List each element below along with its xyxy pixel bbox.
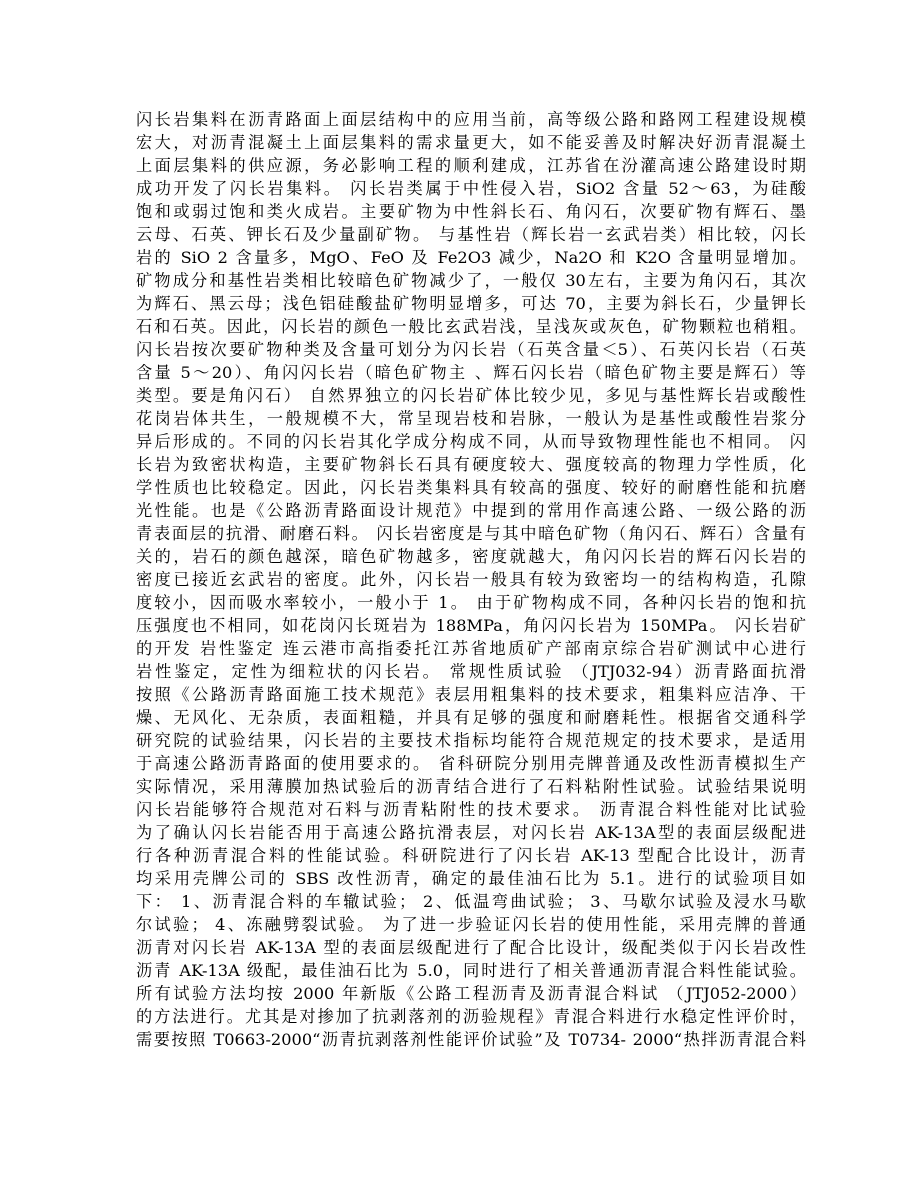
text-line: 矿物成分和基性岩类相比较暗色矿物减少了，一般仅 30左右，主要为角闪石，其次 bbox=[136, 271, 806, 290]
text-line: 于高速公路沥青路面的使用要求的。 省科研院分别用壳牌普通及改性沥青模拟生产 bbox=[136, 754, 806, 773]
text-line: 云母、石英、钾长石及少量副矿物。 与基性岩（辉长岩一玄武岩类）相比较，闪长 bbox=[136, 225, 806, 244]
text-line: 沥青对闪长岩 AK-13A 型的表面层级配进行了配合比设计，级配类似于闪长岩改性 bbox=[136, 938, 806, 957]
text-line: 均采用壳牌公司的 SBS 改性沥青，确定的最佳油石比为 5.1。进行的试验项目如 bbox=[136, 869, 806, 888]
text-line: 石和石英。因此，闪长岩的颜色一般比玄武岩浅，呈浅灰或灰色，矿物颗粒也稍粗。 bbox=[136, 317, 806, 336]
text-line: 的方法进行。尤其是对掺加了抗剥落剂的沥验规程》青混合料进行水稳定性评价时， bbox=[136, 1007, 806, 1026]
text-line: 闪长岩集料在沥青路面上面层结构中的应用当前，高等级公路和路网工程建设规模 bbox=[136, 110, 806, 129]
body-text bbox=[136, 108, 806, 1051]
text-line: 类型。要是角闪石） 自然界独立的闪长岩矿体比较少见，多见与基性辉长岩或酸性 bbox=[136, 386, 806, 405]
text-line: 宏大，对沥青混凝土上面层集料的需求量更大，如不能妥善及时解决好沥青混凝土 bbox=[136, 133, 806, 152]
text-line: 为了确认闪长岩能否用于高速公路抗滑表层，对闪长岩 AK-13A型的表面层级配进 bbox=[136, 823, 806, 842]
text-line: 为辉石、黑云母；浅色铝硅酸盐矿物明显增多，可达 70，主要为斜长石，少量钾长 bbox=[136, 294, 806, 313]
text-line: 研究院的试验结果，闪长岩的主要技术指标均能符合规范规定的技术要求，是适用 bbox=[136, 731, 806, 750]
text-line: 所有试验方法均按 2000 年新版《公路工程沥青及沥青混合料试 （JTJ052-2000） bbox=[136, 984, 806, 1003]
text-line: 按照《公路沥青路面施工技术规范》表层用粗集料的技术要求，粗集料应洁净、干 bbox=[136, 685, 806, 704]
text-line: 含量 5～20）、角闪闪长岩（暗色矿物主 、辉石闪长岩（暗色矿物主要是辉石）等 bbox=[136, 363, 806, 382]
text-line: 岩性鉴定，定性为细粒状的闪长岩。 常规性质试验 （JTJ032-94）沥青路面抗滑 bbox=[136, 662, 806, 681]
text-line: 异后形成的。不同的闪长岩其化学成分构成不同，从而导致物理性能也不相同。 闪 bbox=[136, 432, 806, 451]
text-line: 行各种沥青混合料的性能试验。科研院进行了闪长岩 AK-13 型配合比设计，沥青 bbox=[136, 846, 806, 865]
text-line: 青表面层的抗滑、耐磨石料。 闪长岩密度是与其中暗色矿物（角闪石、辉石）含量有 bbox=[136, 524, 806, 543]
text-line: 下： 1、沥青混合料的车辙试验； 2、低温弯曲试验； 3、马歇尔试验及浸水马歇 bbox=[136, 892, 806, 911]
text-line: 燥、无风化、无杂质，表面粗糙，并具有足够的强度和耐磨耗性。根据省交通科学 bbox=[136, 708, 806, 727]
text-line: 关的，岩石的颜色越深，暗色矿物越多，密度就越大，角闪闪长岩的辉石闪长岩的 bbox=[136, 547, 806, 566]
text-line: 需要按照 T0663-2000“沥青抗剥落剂性能评价试验”及 T0734- 2000“热拌沥青混合料 bbox=[136, 1030, 806, 1049]
text-line: 沥青 AK-13A 级配，最佳油石比为 5.0，同时进行了相关普通沥青混合料性能试验。 bbox=[136, 961, 806, 980]
text-line: 闪长岩按次要矿物种类及含量可划分为闪长岩（石英含量＜5）、石英闪长岩（石英 bbox=[136, 340, 806, 359]
text-line: 光性能。也是《公路沥青路面设计规范》中提到的常用作高速公路、一级公路的沥 bbox=[136, 501, 806, 520]
text-line: 成功开发了闪长岩集料。 闪长岩类属于中性侵入岩，SiO2 含量 52～63，为硅酸 bbox=[136, 179, 806, 198]
text-line: 花岗岩体共生，一般规模不大，常呈现岩枝和岩脉，一般认为是基性或酸性岩浆分 bbox=[136, 409, 806, 428]
text-line: 闪长岩能够符合规范对石料与沥青粘附性的技术要求。 沥青混合料性能对比试验 bbox=[136, 800, 806, 819]
text-line: 饱和或弱过饱和类火成岩。主要矿物为中性斜长石、角闪石，次要矿物有辉石、墨 bbox=[136, 202, 806, 221]
text-line: 学性质也比较稳定。因此，闪长岩类集料具有较高的强度、较好的耐磨性能和抗磨 bbox=[136, 478, 806, 497]
text-line: 的开发 岩性鉴定 连云港市高指委托江苏省地质矿产部南京综合岩矿测试中心进行 bbox=[136, 639, 806, 658]
text-line: 长岩为致密状构造，主要矿物斜长石具有硬度较大、强度较高的物理力学性质，化 bbox=[136, 455, 806, 474]
text-line: 度较小，因而吸水率较小，一般小于 1。 由于矿物构成不同，各种闪长岩的饱和抗 bbox=[136, 593, 806, 612]
text-line: 密度已接近玄武岩的密度。此外，闪长岩一般具有较为致密均一的结构构造，孔隙 bbox=[136, 570, 806, 589]
text-line: 岩的 SiO 2 含量多，MgO、FeO 及 Fe2O3 减少，Na2O 和 K2O 含量明显增加。 bbox=[136, 248, 806, 267]
text-line: 上面层集料的供应源，务必影响工程的顺利建成，江苏省在汾灌高速公路建设时期 bbox=[136, 156, 806, 175]
text-line: 压强度也不相同，如花岗闪长斑岩为 188MPa，角闪闪长岩为 150MPa。 闪长岩矿 bbox=[136, 616, 806, 635]
text-line: 实际情况，采用薄膜加热试验后的沥青结合进行了石料粘附性试验。试验结果说明 bbox=[136, 777, 806, 796]
text-line: 尔试验； 4、冻融劈裂试验。 为了进一步验证闪长岩的使用性能，采用壳牌的普通 bbox=[136, 915, 806, 934]
